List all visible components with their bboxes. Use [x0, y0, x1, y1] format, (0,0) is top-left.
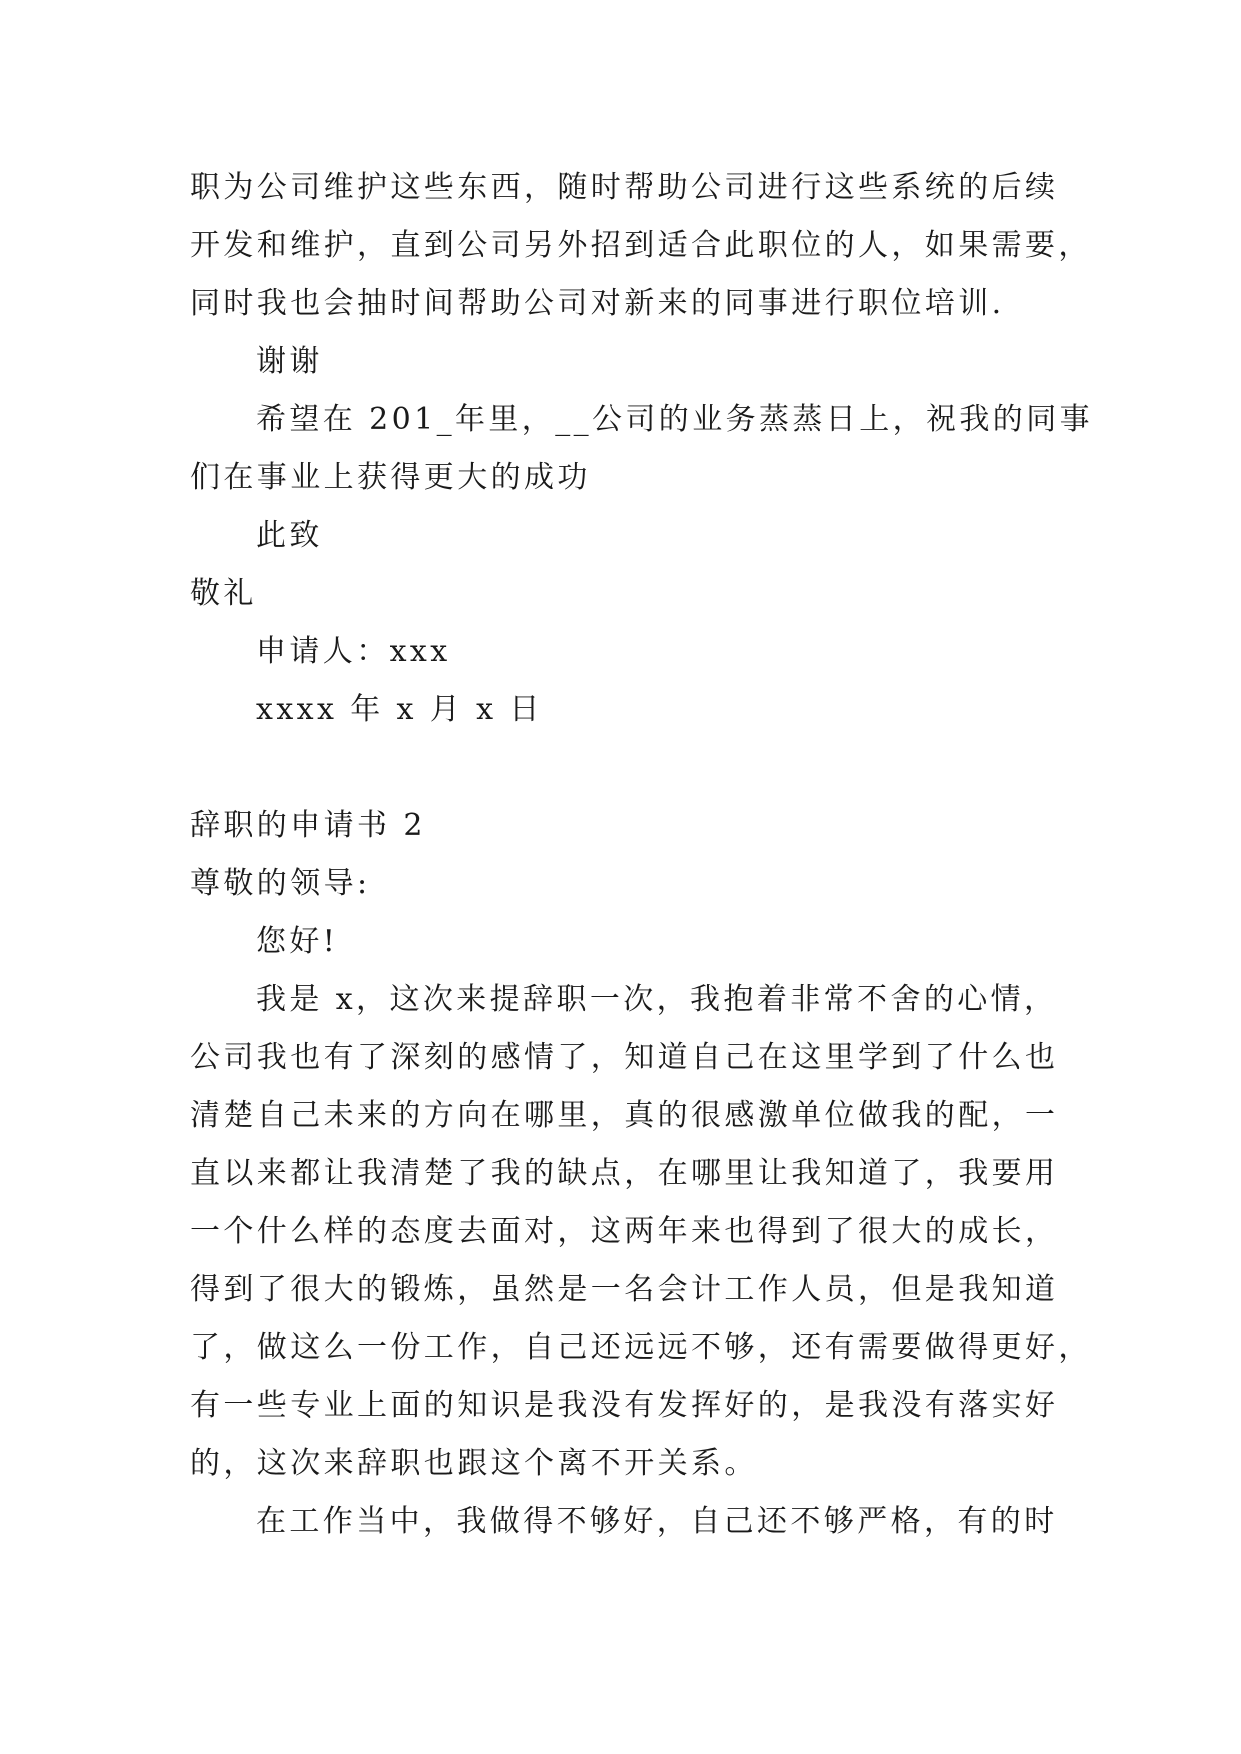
- date-line: xxxx 年 x 月 x 日: [256, 692, 543, 727]
- applicant-line: 申请人：xxx: [256, 634, 451, 669]
- text-line: 同时我也会抽时间帮助公司对新来的同事进行职位培训.: [190, 286, 1005, 321]
- text-line: 直以来都让我清楚了我的缺点，在哪里让我知道了，我要用: [190, 1156, 1059, 1191]
- text-line: 我是 x，这次来提辞职一次，我抱着非常不舍的心情，: [256, 982, 1058, 1017]
- text-line: 在工作当中，我做得不够好，自己还不够严格，有的时: [256, 1504, 1058, 1539]
- closing-line: 此致: [256, 518, 323, 553]
- addressee-line: 尊敬的领导:: [190, 866, 371, 901]
- salutation-line: 敬礼: [190, 576, 257, 611]
- section-title: 辞职的申请书 2: [190, 808, 426, 843]
- greeting-line: 您好!: [256, 924, 339, 959]
- text-line: 的，这次来辞职也跟这个离不开关系。: [190, 1446, 758, 1481]
- text-line: 得到了很大的锻炼，虽然是一名会计工作人员，但是我知道: [190, 1272, 1059, 1307]
- text-line: 清楚自己未来的方向在哪里，真的很感激单位做我的配，一: [190, 1098, 1059, 1133]
- text-line: 一个什么样的态度去面对，这两年来也得到了很大的成长，: [190, 1214, 1059, 1249]
- text-line: 希望在 201_年里，__公司的业务蒸蒸日上，祝我的同事: [256, 402, 1093, 437]
- text-line: 职为公司维护这些东西，随时帮助公司进行这些系统的后续: [190, 170, 1059, 205]
- text-line: 开发和维护，直到公司另外招到适合此职位的人，如果需要，: [190, 228, 1092, 263]
- text-line: 公司我也有了深刻的感情了，知道自己在这里学到了什么也: [190, 1040, 1059, 1075]
- text-line: 有一些专业上面的知识是我没有发挥好的，是我没有落实好: [190, 1388, 1059, 1423]
- text-line: 了，做这么一份工作，自己还远远不够，还有需要做得更好，: [190, 1330, 1092, 1365]
- thanks-line: 谢谢: [256, 344, 323, 379]
- text-line: 们在事业上获得更大的成功: [190, 460, 591, 495]
